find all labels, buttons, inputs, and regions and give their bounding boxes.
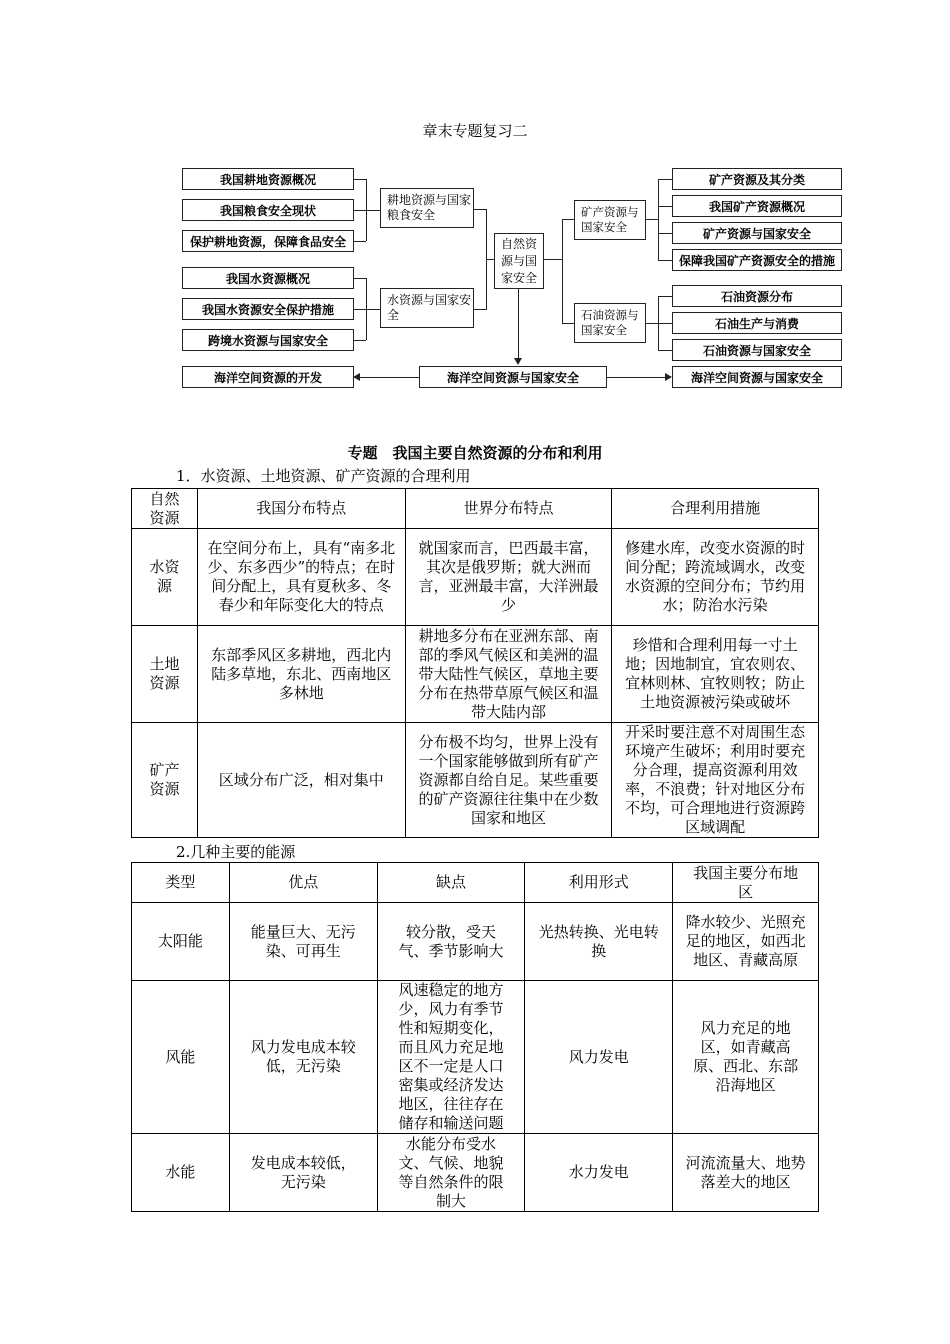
diagram-node: 石油资源分布 [672, 285, 842, 307]
table-row [132, 626, 819, 723]
diagram-node: 海洋空间资源与国家安全 [419, 366, 607, 388]
table-row [132, 529, 819, 626]
diagram-node: 我国粮食安全现状 [182, 199, 354, 221]
table-cell: 光热转换、光电转换 [525, 903, 673, 981]
diagram-hub: 矿产资源与国家安全 [574, 200, 646, 240]
table-cell: 风力充足的地区，如青藏高原、西北、东部沿海地区 [673, 981, 819, 1134]
table-header: 利用形式 [525, 863, 673, 903]
table-header: 类型 [132, 863, 230, 903]
table-header: 优点 [229, 863, 377, 903]
diagram-node: 我国水资源安全保护措施 [182, 298, 354, 320]
table-cell: 珍惜和合理利用每一寸土地；因地制宜，宜农则农、宜林则林、宜牧则牧；防止土地资源被污染或破坏 [612, 626, 819, 723]
diagram-node: 保护耕地资源，保障食品安全 [182, 230, 354, 252]
table-header: 世界分布特点 [405, 489, 612, 529]
table-cell: 较分散，受天气、季节影响大 [377, 903, 525, 981]
diagram-node: 海洋空间资源的开发 [182, 366, 354, 388]
table-cell: 降水较少、光照充足的地区，如西北地区、青藏高原 [673, 903, 819, 981]
section-title: 专题 我国主要自然资源的分布和利用 [347, 444, 603, 462]
table-cell: 就国家而言，巴西最丰富，其次是俄罗斯；就大洲而言，亚洲最丰富，大洋洲最少 [405, 529, 612, 626]
table-header: 自然资源 [132, 489, 198, 529]
table-row [132, 903, 819, 981]
table-cell: 水资源 [132, 529, 198, 626]
table-cell: 风能 [132, 981, 230, 1134]
diagram-node: 我国矿产资源概况 [672, 195, 842, 217]
resource-table [131, 488, 819, 838]
table-row [132, 981, 819, 1134]
table-cell: 分布极不均匀，世界上没有一个国家能够做到所有矿产资源都自给自足。某些重要的矿产资源往往集中在少数国家和地区 [405, 723, 612, 838]
table-cell: 耕地多分布在亚洲东部、南部的季风气候区和美洲的温带大陆性气候区，草地主要分布在热带草原气候区和温带大陆内部 [405, 626, 612, 723]
table-row [132, 1134, 819, 1212]
table-cell: 开采时要注意不对周围生态环境产生破坏；利用时要充分合理，提高资源利用效率，不浪费；针对地区分布不均，可合理地进行资源跨区域调配 [612, 723, 819, 838]
table-header: 我国分布特点 [197, 489, 405, 529]
table-cell: 发电成本较低，无污染 [229, 1134, 377, 1212]
diagram-node: 跨境水资源与国家安全 [182, 329, 354, 351]
table-cell: 水能 [132, 1134, 230, 1212]
diagram-node: 矿产资源及其分类 [672, 168, 842, 190]
table-header: 缺点 [377, 863, 525, 903]
energy-table [131, 862, 819, 1212]
table-cell: 能量巨大、无污染、可再生 [229, 903, 377, 981]
table-cell: 风力发电 [525, 981, 673, 1134]
table-row [132, 723, 819, 838]
diagram-hub: 耕地资源与国家粮食安全 [380, 188, 474, 228]
table-header: 合理利用措施 [612, 489, 819, 529]
table1-caption: 1．水资源、土地资源、矿产资源的合理利用 [176, 467, 471, 485]
table-cell: 风速稳定的地方少，风力有季节性和短期变化，而且风力充足地区不一定是人口密集或经济发达地区，往往存在储存和输送问题 [377, 981, 525, 1134]
diagram-node: 海洋空间资源与国家安全 [672, 366, 842, 388]
table-cell: 河流流量大、地势落差大的地区 [673, 1134, 819, 1212]
table-cell: 东部季风区多耕地，西北内陆多草地，东北、西南地区多林地 [197, 626, 405, 723]
table-cell: 矿产资源 [132, 723, 198, 838]
table-cell: 水能分布受水文、气候、地貌等自然条件的限制大 [377, 1134, 525, 1212]
diagram-node: 矿产资源与国家安全 [672, 222, 842, 244]
diagram-node: 我国耕地资源概况 [182, 168, 354, 190]
table-cell: 水力发电 [525, 1134, 673, 1212]
diagram-node: 我国水资源概况 [182, 267, 354, 289]
diagram-center: 自然资源与国家安全 [494, 233, 544, 289]
concept-diagram [0, 0, 950, 400]
diagram-hub: 石油资源与国家安全 [574, 303, 646, 343]
diagram-node: 保障我国矿产资源安全的措施 [672, 249, 842, 271]
diagram-node: 石油生产与消费 [672, 312, 842, 334]
table-cell: 区域分布广泛，相对集中 [197, 723, 405, 838]
table2-caption: 2.几种主要的能源 [176, 843, 296, 861]
page-title: 章末专题复习二 [422, 122, 528, 140]
table-cell: 土地资源 [132, 626, 198, 723]
table-cell: 修建水库，改变水资源的时间分配；跨流域调水，改变水资源的空间分布；节约用水；防治水污染 [612, 529, 819, 626]
diagram-node: 石油资源与国家安全 [672, 339, 842, 361]
table-header: 我国主要分布地区 [673, 863, 819, 903]
table-cell: 太阳能 [132, 903, 230, 981]
table-cell: 风力发电成本较低，无污染 [229, 981, 377, 1134]
table-cell: 在空间分布上，具有“南多北少、东多西少”的特点；在时间分配上，具有夏秋多、冬春少和年际变化大的特点 [197, 529, 405, 626]
diagram-hub: 水资源与国家安全 [380, 288, 474, 328]
